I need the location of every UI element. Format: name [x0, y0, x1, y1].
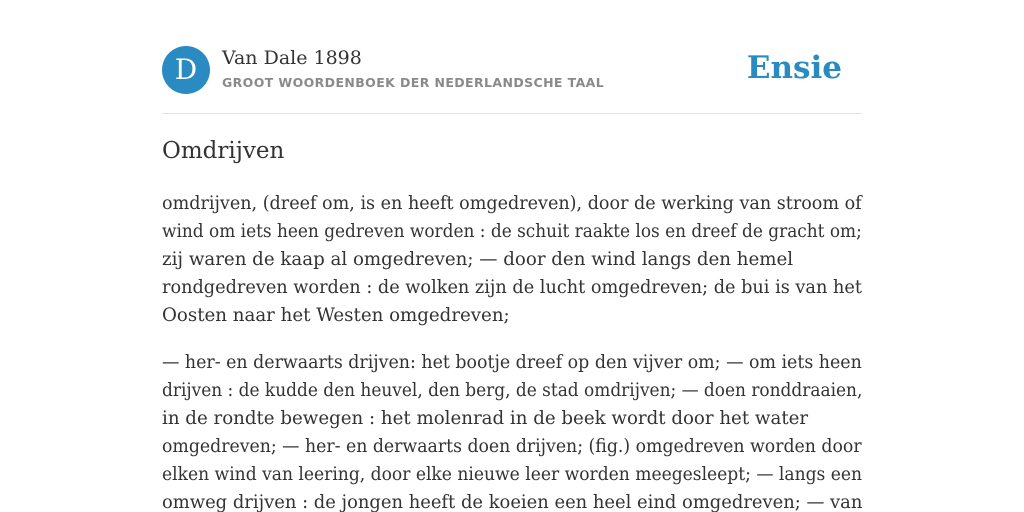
paragraph-line: omweg drijven : de jongen heeft de koeien een heel eind omgedreven; — van — [162, 492, 863, 512]
source-avatar[interactable]: D — [162, 46, 210, 94]
brand-logo[interactable]: Ensie — [746, 50, 842, 86]
source-subtitle: GROOT WOORDENBOEK DER NEDERLANDSCHE TAAL — [222, 75, 605, 90]
source-title[interactable]: Van Dale 1898 — [222, 47, 362, 69]
paragraph-line: wind om iets heen gedreven worden : de schuit raakte los en dreef de gracht om; — [162, 221, 862, 242]
paragraph-line: — her- en derwaarts drijven: het bootje dreef op den vijver om; — om iets heen — [162, 352, 862, 373]
source-header — [162, 46, 862, 96]
paragraph-line: in de rondte bewegen : het molenrad in de beek wordt door het water — [162, 408, 809, 429]
paragraph-line: elken wind van leering, door elke nieuwe leer worden meegesleept; — langs een — [162, 464, 863, 485]
entry-title: Omdrijven — [162, 138, 285, 164]
paragraph-line: Oosten naar het Westen omgedreven; — [162, 305, 510, 326]
paragraph-line: drijven : de kudde den heuvel, den berg, de stad omdrijven; — doen ronddraaien, — [162, 380, 863, 401]
paragraph-line: omgedreven; — her- en derwaarts doen drijven; (fig.) omgedreven worden door — [162, 436, 862, 457]
paragraph-line: zij waren de kaap al omgedreven; — door den wind langs den hemel — [162, 249, 794, 270]
entry-paragraph — [162, 349, 862, 512]
entry-paragraph — [162, 190, 862, 330]
entry-body — [162, 190, 862, 512]
header-divider — [162, 113, 862, 114]
paragraph-line: rondgedreven worden : de wolken zijn de lucht omgedreven; de bui is van het — [162, 277, 862, 298]
paragraph-line: omdrijven, (dreef om, is en heeft omgedreven), door de werking van stroom of — [162, 193, 862, 214]
